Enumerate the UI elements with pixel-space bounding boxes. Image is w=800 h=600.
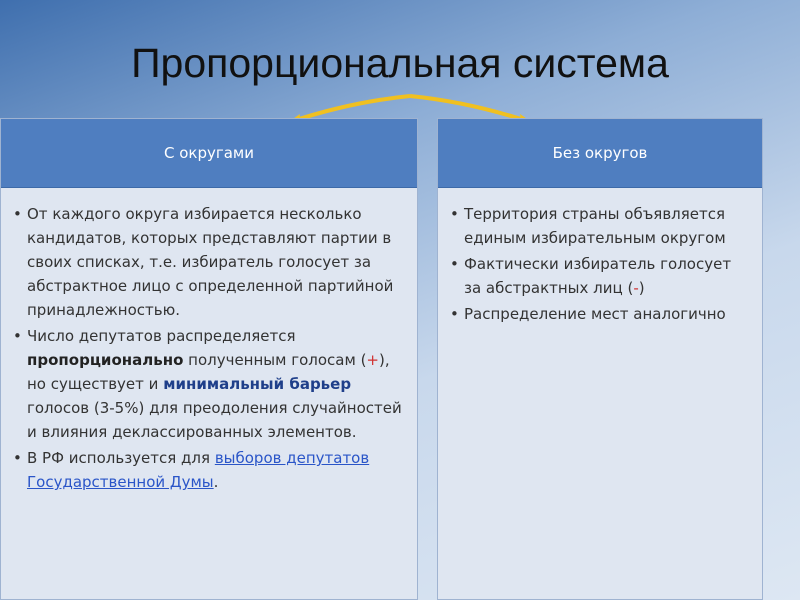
list-item: • От каждого округа избирается несколько кандидатов, которых представляют партии в своих списках, т.е. избиратель голосует за абстрактное лицо с определенной партийной принадлежностью. xyxy=(11,202,407,322)
list-item: • Территория страны объявляется единым избирательным округом xyxy=(448,202,752,250)
list-item: • Число депутатов распределяется пропорционально полученным голосам (+), но существует и минимальный барьер голосов (3-5%) для преодоления случайностей и влияния деклассированных элементов. xyxy=(11,324,407,444)
column-header-right: Без округов xyxy=(438,119,762,188)
duma-link[interactable]: выборов депутатов Государственной Думы xyxy=(27,449,370,491)
list-item: • В РФ используется для выборов депутатов Государственной Думы. xyxy=(11,446,407,494)
column-with-districts xyxy=(0,118,418,600)
list-item: • Распределение мест аналогично xyxy=(448,302,752,326)
list-item: • Фактически избиратель голосует за абстрактных лиц (-) xyxy=(448,252,752,300)
column-header-left: С округами xyxy=(1,119,417,188)
column-without-districts xyxy=(437,118,763,600)
page-title: Пропорциональная система xyxy=(131,40,669,86)
